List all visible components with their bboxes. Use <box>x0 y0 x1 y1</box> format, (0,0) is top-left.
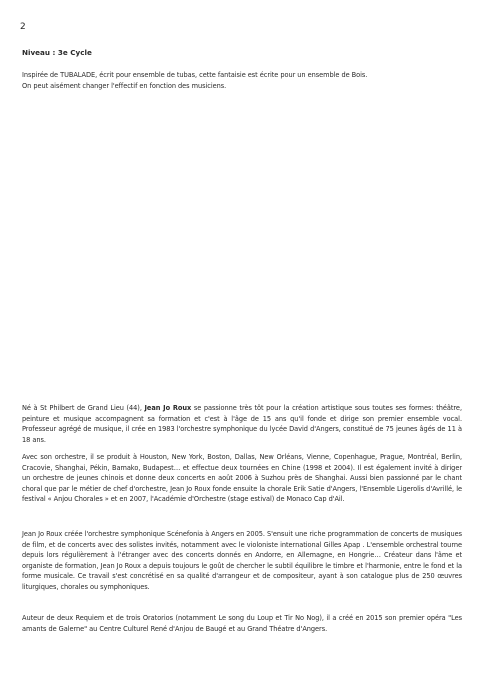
bio-text-start: Né à St Philbert de Grand Lieu (44), <box>22 404 145 412</box>
bio-paragraph-1 <box>22 403 462 445</box>
bio-paragraph-2-text: Avec son orchestre, il se produit à Houston, New York, Boston, Dallas, New Orléans, Vienne, Copenhague, Prague, Montréal, Berlin, Cracovie, Shanghai, Pékin, Bamako, Budapest… et effectue deux tournées en Chine (1998 et 2004). Il est également invité à diriger un orchestre de jeunes chinois et donne deux concerts en août 2006 à Suzhou près de Shanghai. Aussi bien passionné par le chant choral que par le métier de chef d'orchestre, Jean Jo Roux fonde ensuite la chorale Erik Satie d'Angers, l'Ensemble Ligerolis d'Avrillé, le festival « Anjou Chorales » et en 2007, l'Académie d'Orchestre (stage estival) de Monaco Cap d'Ail. <box>22 453 462 504</box>
bio-paragraph-4 <box>22 613 462 634</box>
bio-paragraph-3 <box>22 529 462 593</box>
bio-text-rest: se passionne très tôt pour la création artistique sous toutes ses formes: théâtre, peinture et musique accompagnent sa formation et c'est à l'âge de 15 ans qu'il fonde et dirige son premier ensemble vocal. Professeur agrégé de musique, il crée en 1983 l'orchestre symphonique du lycée David d'Angers, constitué de 75 jeunes âgés de 11 à 18 ans. <box>22 404 462 444</box>
composer-name: Jean Jo Roux <box>144 404 192 412</box>
level-heading: Niveau : 3e Cycle <box>22 48 92 57</box>
page-number: 2 <box>20 22 26 32</box>
bio-paragraph-4-text: Auteur de deux Requiem et de trois Oratorios (notamment Le song du Loup et Tir No Nog), il a créé en 2015 son premier opéra "Les amants de Galerne" au Centre Culturel René d'Anjou de Baugé et au Grand Théatre d'Angers. <box>22 614 462 633</box>
bio-paragraph-2 <box>22 452 462 505</box>
intro-line-1: Inspirée de TUBALADE, écrit pour ensemble de tubas, cette fantaisie est écrite pour un ensemble de Bois. <box>22 71 368 79</box>
bio-paragraph-1-text <box>22 403 462 445</box>
intro-line-2: On peut aisément changer l'effectif en fonction des musiciens. <box>22 81 227 90</box>
bio-paragraph-3-text: Jean Jo Roux créée l'orchestre symphonique Scénefonia à Angers en 2005. S'ensuit une riche programmation de concerts de musiques de film, et de concerts avec des solistes invités, notamment avec le violoniste international Gilles Apap . L'ensemble orchestral tourne depuis lors régulièrement à l'étranger avec des concerts donnés en Andorre, en Allemagne, en Hongrie… Créateur dans l'âme et organiste de formation, Jean Jo Roux a depuis toujours le goût de chercher le subtil équilibre le timbre et l'harmonie, entre le fond et la forme musicale. Ce travail s'est concrétisé en sa qualité d'arrangeur et de compositeur, ayant à son catalogue plus de 250 œuvres liturgiques, chorales ou symphoniques. <box>22 530 462 591</box>
intro-paragraph <box>22 70 462 91</box>
